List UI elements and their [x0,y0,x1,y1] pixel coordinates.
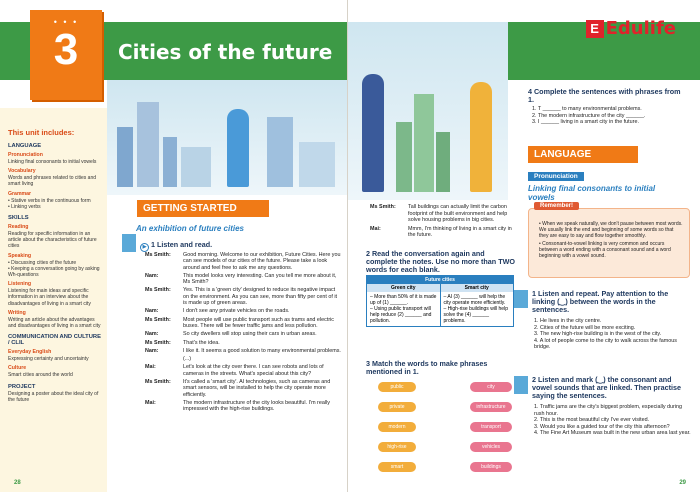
woman-illustration [362,74,384,192]
remember-label: Remember! [534,202,579,210]
sidebar-subtitle: Culture [8,365,27,372]
match-right-word[interactable]: city [470,382,512,392]
exercise-1-text: 1 Listen and read. [151,240,213,249]
line-text: Most people will use public transport such as trams and electric buses. There will be fewer traffic jams and less pollution. [183,316,335,329]
table-header: Smart city [440,284,514,292]
exercise-item: 2. The modern infrastructure of the city ______. [532,112,646,119]
model-building [436,132,450,192]
table-row [367,292,513,326]
pron-exercise-1-heading: 1 Listen and repeat. Pay attention to the linking (‿) between the words in the sentences. [532,289,669,314]
dialogue-line [145,308,341,314]
sidebar-subtitle: Listening [8,281,32,288]
sidebar-subtitle: Speaking [8,252,32,259]
speaker: Nam: [145,272,159,279]
sidebar-text: Listening for main ideas and specific information in an interview about the disadvantages of living in a smart city [8,288,91,307]
table-header: Green city [367,284,440,292]
table-header-row [367,284,513,292]
dialogue-line [145,331,341,337]
pron-exercise-1-items [534,318,692,351]
matching-exercise [378,382,508,482]
exercise-item: 3. The new high-rise building is in the west of the city. [534,331,662,337]
match-right-word[interactable]: infrastructure [470,402,512,412]
line-text: Mmm, I'm thinking of living in a smart city in the future. [408,225,512,238]
unit-number-box [30,10,102,100]
dialogue-line [145,348,341,354]
line-text: So city dwellers will stop using their cars in urban areas. [183,331,317,338]
audio-tab-marker [514,290,528,308]
sidebar-text: Reading for specific information in an article about the characteristics of future cities [8,231,97,250]
dialogue [145,252,341,415]
sidebar-text: Expressing certainty and uncertainty [8,356,89,363]
match-right-word[interactable]: transport [470,422,512,432]
line-text: It's called a 'smart city'. AI technologies, such as cameras and smart sensors, will be installed to help the city operate more efficiently. [183,379,331,398]
line-text: That's the idea. [183,339,220,346]
line-text: Let's look at the city over there. I can see robots and lots of cameras in the streets. What's special about this city? [183,364,324,377]
unit-contents-sidebar [0,108,107,492]
exercise-item: 2. This is the most beautiful city I've ever visited. [534,417,650,423]
dialogue-line [145,400,341,413]
section-subtitle: An exhibition of future cities [136,224,245,233]
notes-table [366,275,514,327]
line-text: I don't see any private vehicles on the roads. [183,308,290,315]
remember-item: • Consonant-to-vowel linking is very common and occurs between a word ending with a consonant sound and a word beginning with a vowel sound. [539,241,671,259]
sidebar-text: • Stative verbs in the continuous form • Linking verbs [8,197,91,210]
dialogue-line [145,252,341,271]
left-page [0,0,347,492]
unit-number: 3 [53,25,79,74]
match-left-word[interactable]: smart [378,462,416,472]
exercise-4-heading: 4 Complete the sentences with phrases from 1. [528,87,681,104]
exercise-item: 1. T ______ to many environmental problems. [532,106,642,112]
language-tag: LANGUAGE [528,146,638,163]
audio-tab-marker [514,376,528,394]
page-number: 28 [14,480,21,486]
match-right-word[interactable]: vehicles [470,442,512,452]
building-illustration [181,147,211,187]
sidebar-section-title: SKILLS [8,215,29,222]
sidebar-heading: This unit includes: [8,128,75,137]
remember-item: • When we speak naturally, we don't pause between most words. We usually link the end and beginning of some words so that they are easy to say and flow together smoothly. [539,221,683,239]
dialogue-line [370,204,520,224]
dialogue-line [145,340,341,346]
logo-mark: E [586,20,604,38]
city-illustration-left [107,80,347,195]
sidebar-subtitle: Pronunciation [8,152,43,158]
speaker: Ms Smith: [145,316,171,323]
speaker: Ms Smith: [145,287,171,294]
dialogue-line [145,273,341,286]
match-left-word[interactable]: high-rise [378,442,416,452]
dialogue-continued [370,204,520,241]
exercise-2-heading: 2 Read the conversation again and complete the notes. Use no more than TWO words for each blank. [366,249,515,274]
speaker: Mai: [145,399,156,406]
building-illustration [137,102,159,187]
line-text: The modern infrastructure of the city looks beautiful. I'm really impressed with the high-rise buildings. [183,399,330,413]
remember-box [528,208,690,278]
speaker: Ms Smith: [370,204,396,210]
speaker: Ms Smith: [145,252,171,258]
line-text: (...) [183,356,192,363]
sidebar-subtitle: Reading [8,224,29,231]
sidebar-section-title: PROJECT [8,383,36,390]
sidebar-text: Words and phrases related to cities and smart living [8,175,97,188]
dialogue-line [145,317,341,330]
sidebar-section-title: COMMUNICATION AND CULTURE / CLIL [8,334,101,347]
exercise-item: 4. The Fine Art Museum was built in the new urban area last year. [534,430,691,436]
speaker: Mai: [145,364,156,371]
table-caption: Future cities [367,276,513,284]
speaker: Nam: [145,308,159,315]
table-cell: – AI (3) ______ will help the city operate more efficiently. – High-rise buildings will help solve the (4) ______ problems. [440,292,514,326]
line-text: Tall buildings can actually limit the carbon footprint of the built environment and help solve housing problems in big cities. [408,204,508,223]
match-left-word[interactable]: public [378,382,416,392]
model-building [396,122,412,192]
building-illustration [117,127,133,187]
page-number: 29 [679,480,686,486]
unit-title: Cities of the future [118,40,333,64]
sidebar-subtitle: Everyday English [8,349,52,356]
exercise-item: 1. Traffic jams are the city's biggest problem, especially during rush hour. [534,404,683,417]
dialogue-line [145,379,341,398]
audio-icon[interactable]: ▶ [140,243,149,252]
exercise-item: 1. He lives in the city centre. [534,318,602,324]
match-left-word[interactable]: private [378,402,416,412]
city-illustration-right [348,22,508,200]
speaker [145,356,183,362]
exercise-item: 2. Cities of the future will be more exciting. [534,324,636,331]
line-text: Good morning. Welcome to our exhibition, Future Cities. Here you can see models of our cities of the future. Please take a look around and feel free to ask me any questions. [183,252,341,271]
sidebar-subtitle: Writing [8,309,26,316]
speaker: Ms Smith: [145,339,171,346]
getting-started-tag: GETTING STARTED [137,200,269,217]
exercise-item: 4. A lot of people come to the city to walk across the famous bridge. [534,337,677,350]
table-cell: – More than 50% of it is made up of (1) ______. – Using public transport will help reduce (2) ______ and pollution. [370,294,437,324]
line-text: I like it. It seems a good solution to many environmental problems. [183,347,341,354]
match-left-word[interactable]: modern [378,422,416,432]
building-illustration [163,137,177,187]
sidebar-subtitle: Vocabulary [8,168,36,175]
speaker: Ms Smith: [145,379,171,386]
sidebar-text: • Discussing cities of the future • Keeping a conversation going by asking Wh-questions [8,259,100,279]
model-building [414,94,434,192]
sidebar-section-title: LANGUAGE [8,143,42,149]
girl-illustration [227,109,249,187]
edulife-logo [586,18,676,39]
dialogue-line [145,287,341,306]
sidebar-text: Writing an article about the advantages and disadvantages of living in a smart city [8,316,101,330]
exercise-item: 3. Would you like a guided tour of the city this afternoon? [534,423,670,430]
speaker: Mai: [370,225,381,232]
exercise-1-heading [140,240,212,252]
exercise-3-heading: 3 Match the words to make phrases mentioned in 1. [366,359,488,376]
sidebar-text: Linking final consonants to initial vowels [8,159,97,165]
pronunciation-tag: Pronunciation [528,172,584,181]
match-right-word[interactable]: buildings [470,462,512,472]
dialogue-line [145,356,341,362]
right-page [347,0,700,492]
audio-tab-marker [122,234,136,252]
dialogue-line [145,364,341,377]
building-illustration [299,142,335,187]
sidebar-subtitle: Grammar [8,190,32,197]
dialogue-line [370,226,520,239]
pron-exercise-2-items [534,404,692,437]
unit-dots: • • • [53,17,79,27]
boy-illustration [470,82,492,192]
pronunciation-title: Linking final consonants to initial vowels [528,184,656,202]
exercise-item: 3. I ______ living in a smart city in the future. [532,119,639,125]
pron-exercise-2-heading: 2 Listen and mark (‿) the consonant and vowel sounds that are linked. Then practise saying the sentences. [532,375,681,400]
sidebar-text: Smart cities around the world [8,372,73,379]
building-illustration [267,117,293,187]
logo-text: Edulife [605,18,676,39]
line-text: Yes. This is a 'green city' designed to reduce its negative impact on the environment. As you can see, more than fifty per cent of it is made up of green areas. [183,287,338,307]
sidebar-text: Designing a poster about the ideal city of the future [8,390,99,403]
exercise-4-items [532,106,692,126]
speaker: Nam: [145,347,159,354]
line-text: This model looks very interesting. Can you tell me more about it, Ms Smith? [183,272,337,286]
speaker: Nam: [145,331,159,338]
